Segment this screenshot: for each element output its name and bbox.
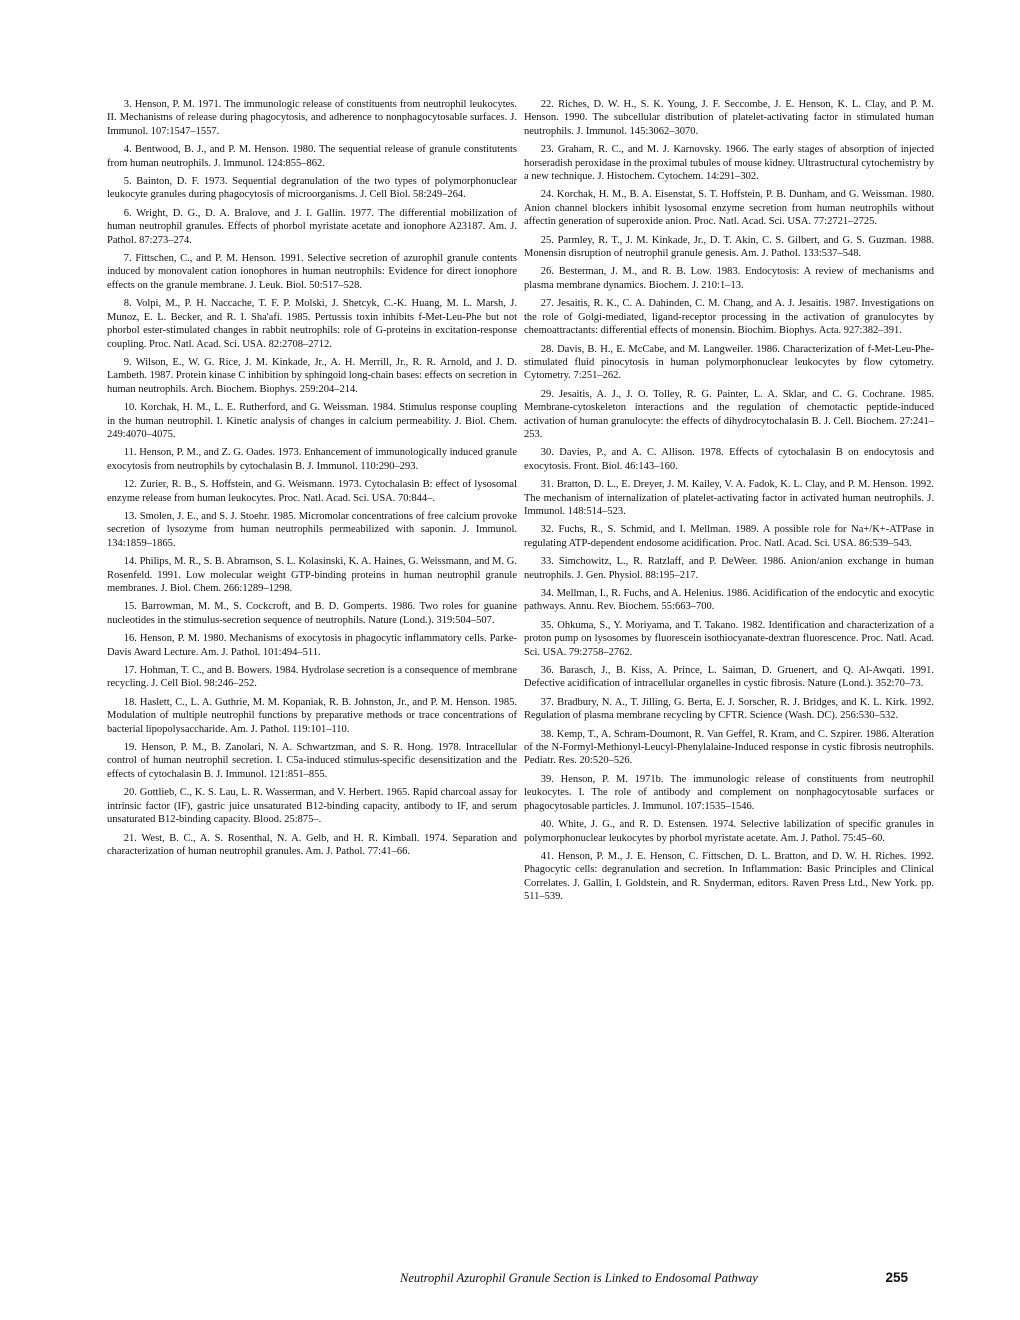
reference-entry: 28. Davis, B. H., E. McCabe, and M. Langweiler. 1986. Characterization of f-Met-Leu-Phe-stimulated fluid pinocytosis in human polymorphonuclear leukocytes by flow cytometry. Cytometry. 7:251–262. [524, 343, 934, 382]
reference-entry: 24. Korchak, H. M., B. A. Eisenstat, S. T. Hoffstein, P. B. Dunham, and G. Weissman. 1980. Anion channel blockers inhibit lysosomal enzyme secretion from human neutrophils without affectin generation of superoxide anion. Proc. Natl. Acad. Sci. USA. 77:2721–2725. [524, 189, 934, 228]
reference-entry: 10. Korchak, H. M., L. E. Rutherford, and G. Weissman. 1984. Stimulus response coupling in the human neutrophil. I. Kinetic analysis of changes in calcium permeability. J. Biol. Chem. 249:4070–4075. [107, 402, 517, 440]
reference-entry: 8. Volpi, M., P. H. Naccache, T. F. P. Molski, J. Shetcyk, C.-K. Huang, M. L. Marsh, J. Munoz, E. L. Becker, and R. I. Sha'afi. 1985. Pertussis toxin inhibits f-Met-Leu-Phe but not phorbol ester-stimulated changes in rabbit neutrophils: role of G-proteins in excitation-response coupling. Proc. Natl. Acad. Sci. USA. 82:2708–2712. [107, 298, 517, 350]
reference-entry: 33. Simchowitz, L., R. Ratzlaff, and P. DeWeer. 1986. Anion/anion exchange in human neutrophils. J. Gen. Physiol. 88:195–217. [524, 556, 934, 581]
reference-entry: 16. Henson, P. M. 1980. Mechanisms of exocytosis in phagocytic inflammatory cells. Parke-Davis Award Lecture. Am. J. Pathol. 101:494–511. [107, 633, 517, 658]
reference-entry: 11. Henson, P. M., and Z. G. Oades. 1973. Enhancement of immunologically induced granule exocytosis from neutrophils by cytochalasin B. J. Immunol. 110:290–293. [107, 447, 517, 472]
reference-entry: 35. Ohkuma, S., Y. Moriyama, and T. Takano. 1982. Identification and characterization of a proton pump on lysosomes by fluorescein isothiocyanate-dextran fluorescence. Proc. Natl. Acad. Sci. USA. 79:2758–2762. [524, 619, 934, 658]
reference-entry: 6. Wright, D. G., D. A. Bralove, and J. I. Gallin. 1977. The differential mobilization of human neutrophil granules. Effects of phorbol myristate acetate and ionophore A23187. Am. J. Pathol. 87:273–274. [107, 207, 517, 246]
reference-column-right [524, 98, 934, 909]
reference-entry: 15. Barrowman, M. M., S. Cockcroft, and B. D. Gomperts. 1986. Two roles for guanine nucleotides in the stimulus-secretion sequence of neutrophils. Nature (Lond.). 319:504–507. [107, 601, 517, 626]
reference-entry: 25. Parmley, R. T., J. M. Kinkade, Jr., D. T. Akin, C. S. Gilbert, and G. S. Guzman. 1988. Monensin disruption of neutrophil granule genesis. Am. J. Pathol. 133:537–548. [524, 234, 934, 260]
reference-entry: 31. Bratton, D. L., E. Dreyer, J. M. Kailey, V. A. Fadok, K. L. Clay, and P. M. Henson. 1992. The mechanism of internalization of platelet-activating factor in activated human neutrophils. J. Immunol. 148:514–523. [524, 479, 934, 517]
reference-entry: 29. Jesaitis, A. J., J. O. Tolley, R. G. Painter, L. A. Sklar, and C. G. Cochrane. 1985. Membrane-cytoskeleton interactions and the regulation of chemotactic peptide-induced activation of human granulocyte: the effects of dihydrocytochalasin B. J. Cell. Biochem. 27:241–253. [524, 388, 934, 440]
reference-entry: 13. Smolen, J. E., and S. J. Stoehr. 1985. Micromolar concentrations of free calcium provoke secretion of lysozyme from human neutrophils permeabilized with saponin. J. Immunol. 134:1859–1865. [107, 510, 517, 549]
reference-entry: 12. Zurier, R. B., S. Hoffstein, and G. Weismann. 1973. Cytochalasin B: effect of lysosomal enzyme release from human leukocytes. Proc. Natl. Acad. Sci. USA. 70:844–. [107, 479, 517, 504]
reference-entry: 4. Bentwood, B. J., and P. M. Henson. 1980. The sequential release of granule constitutents from human neutrophils. J. Immunol. 124:855–862. [107, 144, 517, 169]
reference-entry: 22. Riches, D. W. H., S. K. Young, J. F. Seccombe, J. E. Henson, K. L. Clay, and P. M. Henson. 1990. The subcellular distribution of platelet-activating factor in stimulated human neutrophils. J. Immunol. 145:3062–3070. [524, 99, 934, 137]
reference-entry: 38. Kemp, T., A. Schram-Doumont, R. Van Geffel, R. Kram, and C. Szpirer. 1986. Alteration of the N-Formyl-Methionyl-Leucyl-Phenylalaine-Induced response in cystic fibrosis neutrophils. Pediatr. Res. 20:520–526. [524, 728, 934, 767]
reference-entry: 41. Henson, P. M., J. E. Henson, C. Fittschen, D. L. Bratton, and D. W. H. Riches. 1992. Phagocytic cells: degranulation and secretion. In Inflammation: Basic Principles and Clinical Correlates. J. Gallin, I. Goldstein, and R. Snyderman, editors. Raven Press Ltd., New York. pp. 511–539. [524, 850, 934, 903]
reference-entry: 17. Hohman, T. C., and B. Bowers. 1984. Hydrolase secretion is a consequence of membrane recycling. J. Cell Biol. 98:246–252. [107, 665, 517, 690]
reference-entry: 5. Bainton, D. F. 1973. Sequential degranulation of the two types of polymorphonuclear leukocyte granules during phagocytosis of microorganisms. J. Cell Biol. 58:249–264. [107, 176, 517, 201]
reference-entry: 19. Henson, P. M., B. Zanolari, N. A. Schwartzman, and S. R. Hong. 1978. Intracellular control of human neutrophil secretion. I. C5a-induced stimulus-specific desensitization and the effects of cytochalasin B. J. Immunol. 121:851–855. [107, 742, 517, 780]
reference-entry: 18. Haslett, C., L. A. Guthrie, M. M. Kopaniak, R. B. Johnston, Jr., and P. M. Henson. 1985. Modulation of multiple neutrophil functions by preparative methods or trace concentrations of bacterial lipopolysaccharide. Am. J. Pathol. 119:101–110. [107, 696, 517, 735]
reference-entry: 23. Graham, R. C., and M. J. Karnovsky. 1966. The early stages of absorption of injected horseradish peroxidase in the proximal tubules of mouse kidney. Ultrastructural cytochemistry by a new technique. J. Histochem. Cytochem. 14:291–302. [524, 144, 934, 183]
page-number: 255 [885, 1270, 908, 1285]
reference-entry: 27. Jesaitis, R. K., C. A. Dahinden, C. M. Chang, and A. J. Jesaitis. 1987. Investigations on the role of Golgi-mediated, ligand-receptor processing in the activation of granulocytes by chemoattractants: differential effects of monensin. Biochim. Biophys. Acta. 927:382–391. [524, 298, 934, 337]
reference-entry: 36. Barasch, J., B. Kiss, A. Prince, L. Saiman, D. Gruenert, and Q. Al-Awqati. 1991. Defective acidification of intracellular organelles in cystic fibrosis. Nature (Lond.). 352:70–73. [524, 665, 934, 690]
reference-column-left [107, 98, 517, 863]
reference-entry: 37. Bradbury, N. A., T. Jilling, G. Berta, E. J. Sorscher, R. J. Bridges, and K. L. Kirk. 1992. Regulation of plasma membrane recycling by CFTR. Science (Wash. DC). 256:530–532. [524, 696, 934, 722]
reference-entry: 26. Besterman, J. M., and R. B. Low. 1983. Endocytosis: A review of mechanisms and plasma membrane dynamics. Biochem. J. 210:1–13. [524, 266, 934, 291]
reference-entry: 3. Henson, P. M. 1971. The immunologic release of constituents from neutrophil leukocytes. II. Mechanisms of release during phagocytosis, and adherence to nonphagocytosable surfaces. J. Immunol. 107:1547–1557. [107, 99, 517, 137]
reference-entry: 21. West, B. C., A. S. Rosenthal, N. A. Gelb, and H. R. Kimball. 1974. Separation and characterization of human neutrophil granules. Am. J. Pathol. 77:41–66. [107, 832, 517, 857]
reference-entry: 30. Davies, P., and A. C. Allison. 1978. Effects of cytochalasin B on endocytosis and exocytosis. Front. Biol. 46:143–160. [524, 447, 934, 472]
reference-entry: 40. White, J. G., and R. D. Estensen. 1974. Selective labilization of specific granules in polymorphonuclear leukocytes by phorbol myristate acetate. Am. J. Pathol. 75:45–60. [524, 819, 934, 844]
reference-entry: 32. Fuchs, R., S. Schmid, and I. Mellman. 1989. A possible role for Na+/K+-ATPase in regulating ATP-dependent endosome acidification. Proc. Natl. Acad. Sci. USA. 86:539–543. [524, 524, 934, 549]
reference-entry: 14. Philips, M. R., S. B. Abramson, S. L. Kolasinski, K. A. Haines, G. Weissmann, and M. G. Rosenfeld. 1991. Low molecular weight GTP-binding proteins in human neutrophil granule membranes. J. Biol. Chem. 266:1289–1298. [107, 556, 517, 594]
reference-entry: 20. Gottlieb, C., K. S. Lau, L. R. Wasserman, and V. Herbert. 1965. Rapid charcoal assay for intrinsic factor (IF), gastric juice unsaturated B12-binding capacity, antibody to IF, and serum unsaturated B12-binding capacity. Blood. 25:875–. [107, 787, 517, 826]
reference-entry: 39. Henson, P. M. 1971b. The immunologic release of constituents from neutrophil leukocytes. I. The role of antibody and complement on nonphagocytosable surfaces or phagocytosable particles. J. Immunol. 107:1535–1546. [524, 773, 934, 812]
reference-entry: 7. Fittschen, C., and P. M. Henson. 1991. Selective secretion of azurophil granule contents induced by monovalent cation ionophores in human neutrophils: Evidence for direct ionophore effects on the granule membrane. J. Leuk. Biol. 50:517–528. [107, 253, 517, 291]
running-title: Neutrophil Azurophil Granule Section is Linked to Endosomal Pathway [400, 1271, 758, 1285]
reference-entry: 9. Wilson, E., W. G. Rice, J. M. Kinkade, Jr., A. H. Merrill, Jr., R. R. Arnold, and J. D. Lambeth. 1987. Protein kinase C inhibition by sphingoid long-chain bases: effects on secretion in human neutrophils. Arch. Biochem. Biophys. 259:204–214. [107, 356, 517, 395]
reference-entry: 34. Mellman, I., R. Fuchs, and A. Helenius. 1986. Acidification of the endocytic and exocytic pathways. Annu. Rev. Biochem. 55:663–700. [524, 588, 934, 613]
page-footer [400, 1271, 908, 1286]
